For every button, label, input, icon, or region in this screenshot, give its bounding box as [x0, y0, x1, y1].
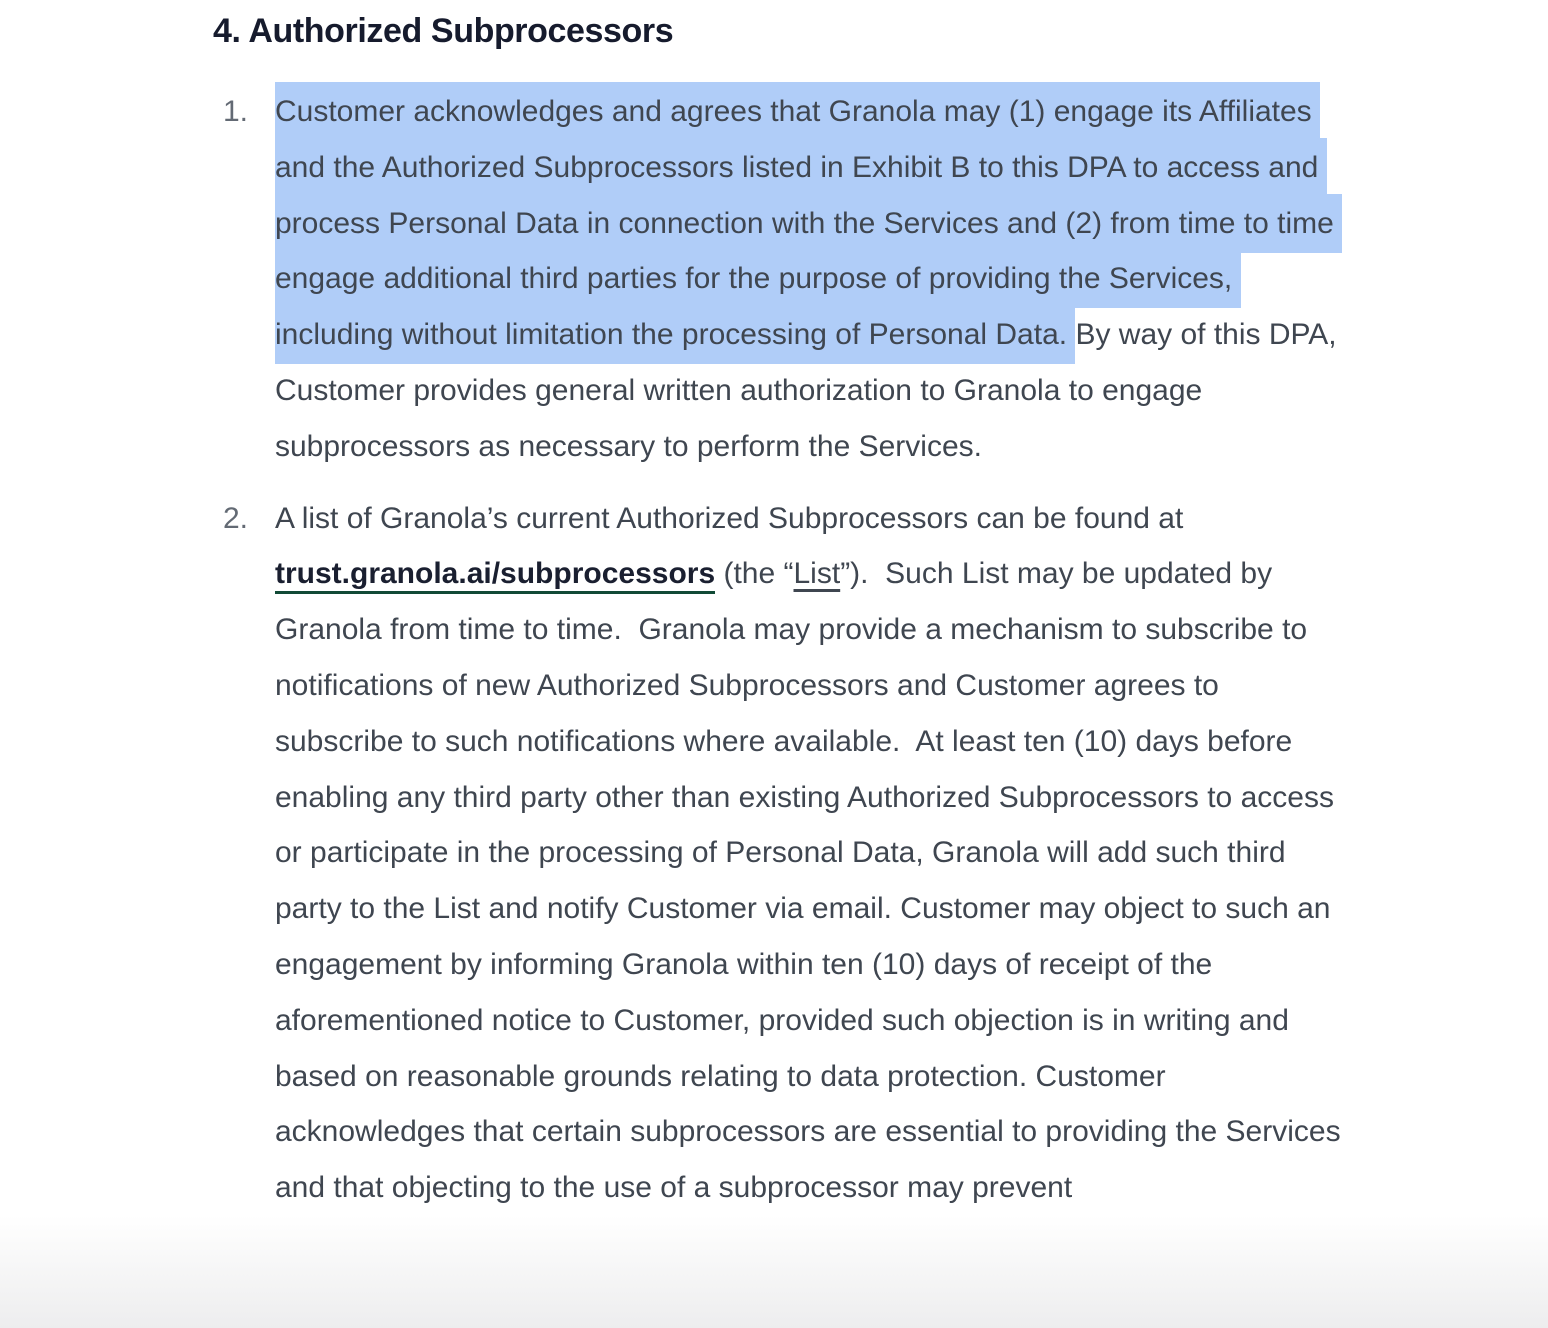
list-item-2-seg3: ”). Such List may be updated by Granola from time to time. Granola may provide a mechanism to subscribe to notifications of new Authorized Subprocessors and Customer agrees to subscribe to such notifications where available. At least ten (10) days before enabling any third party other than existing Authorized Subprocessors to access or participate in the processing of Personal Data, Granola will add such third party to the List and notify Customer via email. Customer may object to such an engagement by informing Granola within ten (10) days of receipt of the aforementioned notice to Customer, provided such objection is in writing and based on reasonable grounds relating to data protection. Customer acknowledges that certain subprocessors are essential to providing the Services and that objecting to the use of a subprocessor may prevent — [275, 557, 1349, 1205]
list-item-2-number: 2. — [223, 501, 249, 535]
list-item-2-seg1: A list of Granola’s current Authorized Subprocessors can be found at — [275, 501, 1192, 535]
list-item-2 — [213, 491, 1350, 1216]
list-item-1-number: 1. — [223, 95, 249, 128]
list-item-1-text — [275, 84, 1350, 475]
defined-term-list: List — [793, 557, 841, 591]
document-page — [213, 0, 1353, 1216]
subprocessors-list — [213, 84, 1353, 1216]
subprocessors-list-link[interactable]: trust.granola.ai/subprocessors — [275, 557, 715, 594]
selected-text-highlight: Customer acknowledges and agrees that Granola may (1) engage its Affiliates and the Authorized Subprocessors listed in Exhibit B to this DPA to access and process Personal Data in connection with the Services and (2) from time to time engage additional third parties for the purpose of providing the Services, including without limitation the processing of Personal Data. — [275, 82, 1342, 364]
section-heading: 4. Authorized Subprocessors — [213, 12, 674, 50]
list-item-2-seg2: (the “ — [715, 557, 794, 591]
list-item-1 — [213, 84, 1350, 475]
list-item-2-text — [275, 491, 1350, 1216]
list-item-1-unselected-text: By way of this DPA, Customer provides general written authorization to Granola to engage subprocessors as necessary to perform the Services. — [275, 318, 1345, 463]
